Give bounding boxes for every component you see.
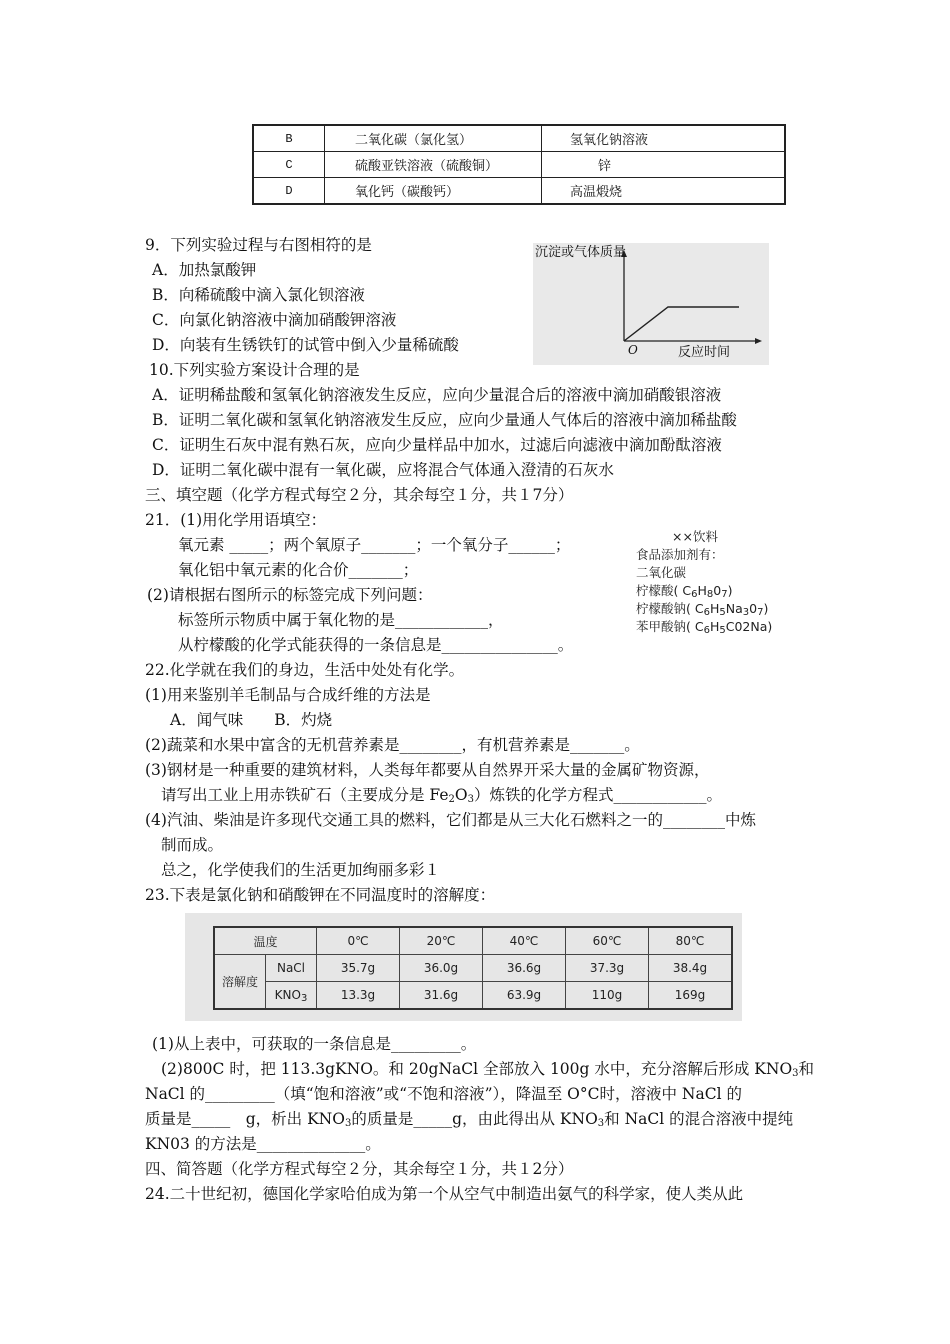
q24-line1: 24.二十世纪初，德国化学家哈伯成为第一个从空气中制造出氨气的科学家，使人类从此 — [145, 1185, 744, 1203]
graph-ylabel: 沉淀或气体质量 — [535, 245, 627, 260]
temp-cell: 40℃ — [483, 927, 566, 955]
q10-option-d: D．证明二氧化碳中混有一氧化碳，应将混合气体通入澄清的石灰水 — [152, 461, 614, 479]
q22-line5: (3)钢材是一种重要的建筑材料，人类每年都要从自然界开采大量的金属矿物资源， — [145, 761, 710, 779]
temp-cell: 60℃ — [566, 927, 649, 955]
method-cell: 氢氧化钠溶液 — [542, 125, 786, 152]
q21-line1: 21．(1)用化学用语填空： — [145, 511, 327, 529]
table-row — [253, 152, 785, 178]
value-cell: 63.9g — [483, 982, 566, 1010]
q23-line4: NaCl 的_________（填“饱和溶液”或“不饱和溶液”），降温至 O°C时，溶液中 NaCl 的 — [145, 1085, 742, 1103]
graph-origin: O — [628, 343, 638, 357]
q21-line4: (2)请根据右图所示的标签完成下列问题： — [147, 586, 433, 604]
options-table — [252, 124, 786, 205]
label-title: ××饮料 — [672, 529, 718, 544]
table-row — [214, 955, 732, 982]
substance-cell: 二氧化碳（氯化氢） — [325, 125, 542, 152]
q22-line7: (4)汽油、柴油是许多现代交通工具的燃料，它们都是从三大化石燃料之一的________中炼 — [145, 811, 756, 829]
value-cell: 36.6g — [483, 955, 566, 982]
q21-line3: 氧化铝中氧元素的化合价_______； — [178, 561, 419, 579]
substance-cell: 氧化钙（碳酸钙） — [325, 178, 542, 205]
substance-kno3: $KNO_3$ — [266, 982, 317, 1010]
value-cell: 38.4g — [649, 955, 733, 982]
q9-stem: 9．下列实验过程与右图相符的是 — [145, 236, 372, 254]
q21-line5: 标签所示物质中属于氧化物的是____________， — [178, 611, 504, 629]
option-cell: B — [253, 125, 325, 152]
q23-line1: 23.下表是氯化钠和硝酸钾在不同温度时的溶解度： — [145, 886, 496, 904]
substance-nacl: NaCl — [266, 955, 317, 982]
label-line: 苯甲酸钠( $C_6H_5C02Na$) — [636, 619, 773, 636]
label-line: 柠檬酸钠( $C_6H_5Na_30_7$) — [636, 601, 769, 618]
graph-curve — [624, 307, 739, 341]
q9-option-d: D．向装有生锈铁钉的试管中倒入少量稀硫酸 — [152, 336, 459, 354]
value-cell: 36.0g — [400, 955, 483, 982]
method-cell: 锌 — [542, 152, 786, 178]
option-cell: D — [253, 178, 325, 205]
value-cell: 31.6g — [400, 982, 483, 1010]
substance-cell: 硫酸亚铁溶液（硫酸铜） — [325, 152, 542, 178]
q10-option-c: C．证明生石灰中混有熟石灰，应向少量样品中加水，过滤后向滤液中滴加酚酞溶液 — [152, 436, 722, 454]
value-cell: 37.3g — [566, 955, 649, 982]
q23-line3: (2)800C 时，把 113.3gKNO。和 20gNaCl 全部放入 100g 水中，充分溶解后形成 $KNO_3$和 — [161, 1060, 815, 1079]
label-line: 食品添加剂有： — [636, 547, 724, 562]
q22-line3: A．闻气味 B．灼烧 — [170, 711, 333, 729]
section-4-heading: 四、简答题（化学方程式每空２分，其余每空１分，共１2分） — [145, 1160, 574, 1178]
table-row — [253, 125, 785, 152]
q22-line1: 22.化学就在我们的身边，生活中处处有化学。 — [145, 661, 465, 679]
q10-stem: 10.下列实验方案设计合理的是 — [149, 361, 360, 379]
value-cell: 110g — [566, 982, 649, 1010]
q21-line6: 从柠檬酸的化学式能获得的一条信息是_______________。 — [178, 636, 574, 654]
value-cell: 35.7g — [317, 955, 400, 982]
reaction-graph — [533, 243, 769, 365]
q9-option-a: A．加热氯酸钾 — [152, 261, 257, 279]
q9-option-c: C．向氯化钠溶液中滴加硝酸钾溶液 — [152, 311, 397, 329]
q22-line4: (2)蔬菜和水果中富含的无机营养素是________，有机营养素是_______。 — [145, 736, 640, 754]
method-cell: 高温煅烧 — [542, 178, 786, 205]
section-3-heading: 三、填空题（化学方程式每空２分，其余每空１分，共１7分） — [145, 486, 574, 504]
graph-xlabel: 反应时间 — [678, 345, 731, 360]
q10-option-a: A．证明稀盐酸和氢氧化钠溶液发生反应，应向少量混合后的溶液中滴加硝酸银溶液 — [152, 386, 722, 404]
table-row — [214, 927, 732, 955]
label-line: 柠檬酸( $C_6H_80_7$) — [636, 583, 733, 600]
temp-header: 温度 — [214, 927, 317, 955]
q23-line6: KN03 的方法是______________。 — [145, 1135, 381, 1153]
q10-option-b: B．证明二氧化碳和氢氧化钠溶液发生反应，应向少量通人气体后的溶液中滴加稀盐酸 — [152, 411, 737, 429]
temp-cell: 0℃ — [317, 927, 400, 955]
q22-line2: (1)用来鉴别羊毛制品与合成纤维的方法是 — [145, 686, 431, 704]
value-cell: 13.3g — [317, 982, 400, 1010]
q22-line8: 制而成。 — [161, 836, 224, 854]
q22-line6: 请写出工业上用赤铁矿石（主要成分是 $Fe_2O_3$）炼铁的化学方程式____________。 — [161, 786, 722, 805]
solubility-table — [213, 926, 733, 1010]
temp-cell: 20℃ — [400, 927, 483, 955]
solubility-table-image — [185, 913, 742, 1021]
value-cell: 169g — [649, 982, 733, 1010]
q22-line9: 总之，化学使我们的生活更加绚丽多彩１ — [161, 861, 441, 879]
q9-option-b: B．向稀硫酸中滴入氯化钡溶液 — [152, 286, 365, 304]
x-axis-arrow — [755, 338, 762, 344]
table-row — [214, 982, 732, 1010]
drink-label — [636, 528, 772, 636]
q23-line2: (1)从上表中，可获取的一条信息是_________。 — [152, 1035, 477, 1053]
q23-line5: 质量是_____ g，析出 $KNO_3$的质量是_____g，由此得出从 $KNO_3$和 NaCl 的混合溶液中提纯 — [145, 1110, 794, 1129]
label-line: 二氧化碳 — [636, 565, 687, 580]
option-cell: C — [253, 152, 325, 178]
solubility-header: 溶解度 — [214, 955, 266, 1010]
temp-cell: 80℃ — [649, 927, 733, 955]
table-row — [253, 178, 785, 205]
q21-line2: 氧元素 _____；两个氧原子_______；一个氧分子______； — [178, 536, 571, 554]
